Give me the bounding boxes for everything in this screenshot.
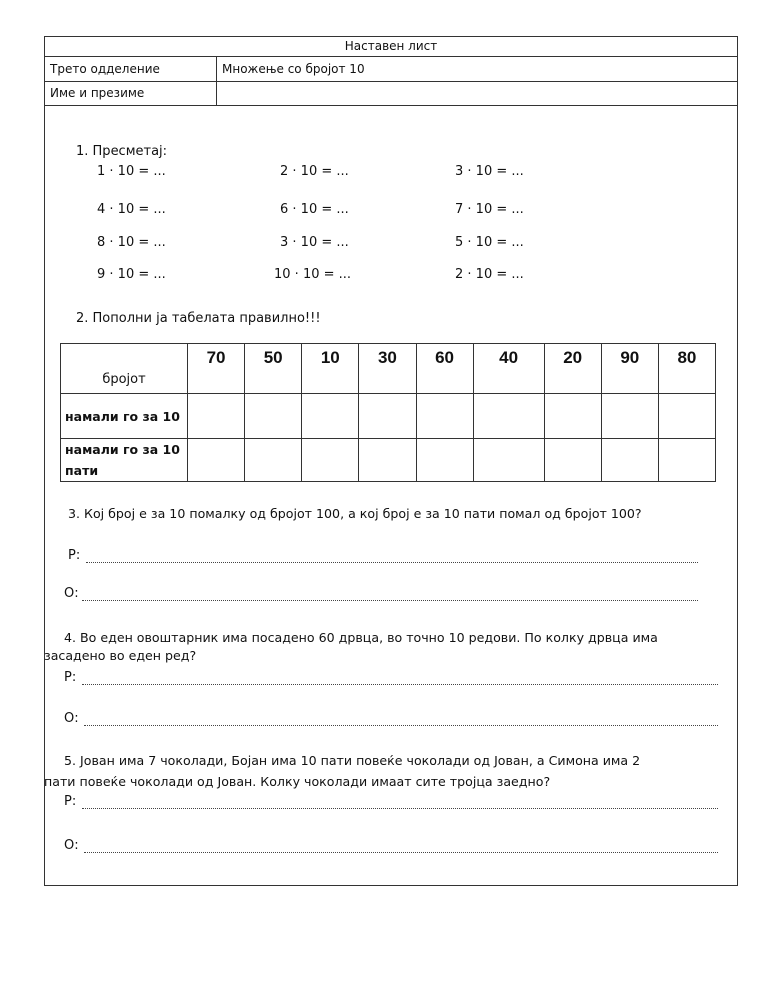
answer-cell[interactable] xyxy=(601,394,658,439)
answer-cell[interactable] xyxy=(188,439,245,482)
task4-p-answer[interactable] xyxy=(82,684,718,685)
number-cell: 50 xyxy=(245,344,302,394)
task3-p-answer[interactable] xyxy=(86,562,698,563)
row-label: намали го за 10 пати xyxy=(61,439,188,482)
task1-item: 4 · 10 = ... xyxy=(97,202,166,217)
answer-cell[interactable] xyxy=(302,439,359,482)
number-cell: 20 xyxy=(544,344,601,394)
task1-item: 3 · 10 = ... xyxy=(455,164,524,179)
answer-cell[interactable] xyxy=(359,394,416,439)
task4-p-label: Р: xyxy=(64,670,77,685)
answer-cell[interactable] xyxy=(416,394,473,439)
divider xyxy=(44,105,738,106)
grade-label: Трето одделение xyxy=(50,62,160,76)
task4-o-answer[interactable] xyxy=(84,725,718,726)
number-cell: 90 xyxy=(601,344,658,394)
fill-table xyxy=(60,343,716,482)
task3-p-label: Р: xyxy=(68,548,81,563)
task1-item: 10 · 10 = ... xyxy=(274,267,352,282)
answer-cell[interactable] xyxy=(473,439,544,482)
task1-item: 5 · 10 = ... xyxy=(455,235,524,250)
answer-cell[interactable] xyxy=(359,439,416,482)
answer-cell[interactable] xyxy=(601,439,658,482)
task5-o-answer[interactable] xyxy=(84,852,718,853)
row-header: бројот xyxy=(61,344,188,394)
answer-cell[interactable] xyxy=(658,439,715,482)
task5-o-label: О: xyxy=(64,838,79,853)
task3-question: 3. Кој број е за 10 помалку од бројот 100, а кој број е за 10 пати помал од бројот 100? xyxy=(68,506,642,521)
task4-question-line1: 4. Во еден овоштарник има посадено 60 дрвца, во точно 10 редови. По колку дрвца има xyxy=(64,630,658,645)
task5-p-label: Р: xyxy=(64,794,77,809)
answer-cell[interactable] xyxy=(416,439,473,482)
number-cell: 80 xyxy=(658,344,715,394)
answer-cell[interactable] xyxy=(245,394,302,439)
task1-item: 3 · 10 = ... xyxy=(280,235,349,250)
answer-cell[interactable] xyxy=(188,394,245,439)
answer-cell[interactable] xyxy=(245,439,302,482)
task1-item: 1 · 10 = ... xyxy=(97,164,166,179)
number-cell: 60 xyxy=(416,344,473,394)
number-cell: 10 xyxy=(302,344,359,394)
topic-label: Множење со бројот 10 xyxy=(222,62,365,76)
answer-cell[interactable] xyxy=(302,394,359,439)
row-label: намали го за 10 xyxy=(61,394,188,439)
task5-question-line2: пати повеќе чоколади од Јован. Колку чоколади имаат сите тројца заедно? xyxy=(44,774,551,789)
answer-cell[interactable] xyxy=(658,394,715,439)
number-cell: 40 xyxy=(473,344,544,394)
task5-question-line1: 5. Јован има 7 чоколади, Бојан има 10 пати повеќе чоколади од Јован, а Симона има 2 xyxy=(64,753,641,768)
worksheet-title: Наставен лист xyxy=(344,39,438,53)
name-field[interactable] xyxy=(222,84,732,104)
task5-p-answer[interactable] xyxy=(82,808,718,809)
task3-o-answer[interactable] xyxy=(82,600,698,601)
task1-title: 1. Пресметај: xyxy=(76,144,168,159)
task2-title: 2. Пополни ја табелата правилно!!! xyxy=(76,311,321,326)
task4-o-label: О: xyxy=(64,711,79,726)
answer-cell[interactable] xyxy=(473,394,544,439)
name-label: Име и презиме xyxy=(50,86,145,100)
number-cell: 30 xyxy=(359,344,416,394)
task1-item: 7 · 10 = ... xyxy=(455,202,524,217)
divider xyxy=(44,81,738,82)
number-cell: 70 xyxy=(188,344,245,394)
task1-item: 6 · 10 = ... xyxy=(280,202,349,217)
divider xyxy=(44,56,738,57)
task4-question-line2: засадено во еден ред? xyxy=(44,648,197,663)
answer-cell[interactable] xyxy=(544,394,601,439)
task1-item: 2 · 10 = ... xyxy=(455,267,524,282)
task1-item: 9 · 10 = ... xyxy=(97,267,166,282)
task1-item: 8 · 10 = ... xyxy=(97,235,166,250)
task1-item: 2 · 10 = ... xyxy=(280,164,349,179)
task3-o-label: О: xyxy=(64,586,79,601)
answer-cell[interactable] xyxy=(544,439,601,482)
divider xyxy=(216,56,217,105)
